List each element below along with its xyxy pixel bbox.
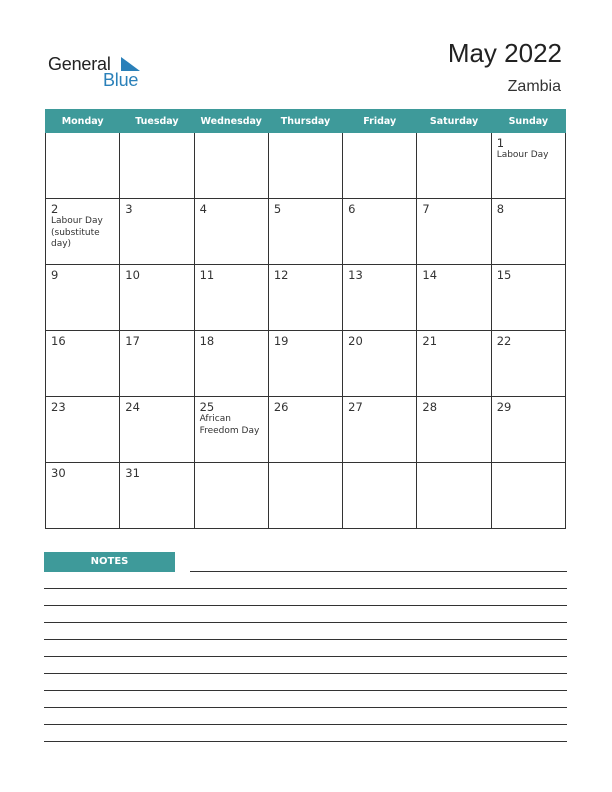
notes-rule-line (44, 741, 567, 742)
calendar-day-cell (343, 397, 417, 463)
weekday-header: Tuesday (120, 110, 194, 133)
notes-rule-line (44, 673, 567, 674)
weekday-header: Sunday (491, 110, 565, 133)
notes-rule-line (190, 571, 567, 572)
calendar-day-cell (268, 331, 342, 397)
calendar-day-cell (268, 265, 342, 331)
day-number: 1 (496, 136, 505, 150)
day-number: 31 (125, 466, 140, 480)
calendar-day-cell (417, 463, 491, 529)
day-number: 20 (348, 334, 363, 348)
day-number: 12 (273, 268, 289, 282)
calendar-day-cell (46, 463, 120, 529)
logo-text-blue: Blue (103, 70, 139, 90)
day-number: 8 (496, 202, 505, 216)
day-number: 11 (199, 268, 215, 282)
calendar-day-cell (120, 265, 194, 331)
notes-rule-line (44, 656, 567, 657)
calendar-day-cell (417, 199, 491, 265)
notes-rule-line (44, 622, 567, 623)
weekday-header: Monday (46, 110, 120, 133)
general-blue-logo (48, 52, 168, 96)
calendar-day-cell (491, 199, 565, 265)
day-number: 21 (422, 334, 438, 348)
weekday-header: Wednesday (194, 110, 268, 133)
holiday-label: African Freedom Day (199, 414, 260, 436)
calendar-day-cell (120, 463, 194, 529)
calendar-week-row (46, 397, 566, 463)
calendar-day-cell (194, 331, 268, 397)
notes-header: NOTES (44, 552, 175, 572)
calendar-day-cell (343, 199, 417, 265)
calendar-day-cell (417, 265, 491, 331)
calendar-day-cell (120, 397, 194, 463)
calendar-day-cell (491, 331, 565, 397)
calendar-day-cell (120, 331, 194, 397)
day-number: 25 (199, 400, 215, 414)
logo-text-general: General (48, 54, 111, 74)
calendar-day-cell (46, 331, 120, 397)
calendar-day-cell (268, 397, 342, 463)
calendar-day-cell (120, 133, 194, 199)
day-number: 7 (422, 202, 430, 216)
calendar-week-row (46, 199, 566, 265)
calendar-day-cell (491, 397, 565, 463)
day-number: 13 (348, 268, 363, 282)
calendar-day-cell (268, 199, 342, 265)
day-number: 26 (273, 400, 289, 414)
day-number: 16 (51, 334, 66, 348)
page-title: May 2022 (447, 38, 562, 68)
calendar-day-cell (120, 199, 194, 265)
day-number: 22 (496, 334, 512, 348)
day-number: 14 (422, 268, 438, 282)
calendar-day-cell (194, 265, 268, 331)
day-number: 10 (125, 268, 140, 282)
weekday-header: Saturday (417, 110, 491, 133)
calendar-day-cell (194, 463, 268, 529)
day-number: 23 (51, 400, 66, 414)
day-number: 29 (496, 400, 512, 414)
day-number: 24 (125, 400, 140, 414)
day-number: 28 (422, 400, 438, 414)
day-number: 15 (496, 268, 512, 282)
calendar-day-cell (417, 397, 491, 463)
calendar-day-cell (268, 133, 342, 199)
day-number: 18 (199, 334, 215, 348)
calendar-day-cell (343, 331, 417, 397)
weekday-header: Thursday (268, 110, 342, 133)
day-number: 2 (51, 202, 59, 216)
calendar-week-row (46, 463, 566, 529)
holiday-label: Labour Day (substitute day) (51, 216, 103, 249)
calendar-day-cell (491, 463, 565, 529)
country-label: Zambia (507, 78, 561, 95)
day-number: 19 (273, 334, 289, 348)
calendar-day-cell (268, 463, 342, 529)
calendar-week-row (46, 331, 566, 397)
calendar-day-cell (46, 133, 120, 199)
calendar-day-cell (343, 463, 417, 529)
calendar-week-row (46, 265, 566, 331)
calendar-day-cell (491, 265, 565, 331)
weekday-header-row (46, 110, 566, 133)
calendar-day-cell (46, 397, 120, 463)
day-number: 17 (125, 334, 140, 348)
notes-rule-line (44, 639, 567, 640)
calendar-day-cell (417, 133, 491, 199)
calendar-day-cell (343, 133, 417, 199)
calendar-day-cell (46, 265, 120, 331)
day-number: 27 (348, 400, 363, 414)
day-number: 9 (51, 268, 59, 282)
day-number: 30 (51, 466, 66, 480)
calendar-day-cell (194, 199, 268, 265)
notes-rule-line (44, 605, 567, 606)
notes-rule-line (44, 690, 567, 691)
notes-rule-line (44, 707, 567, 708)
weekday-header: Friday (343, 110, 417, 133)
calendar-day-cell (417, 331, 491, 397)
calendar-day-cell (194, 133, 268, 199)
calendar-day-cell (194, 397, 268, 463)
calendar-grid (45, 109, 566, 529)
day-number: 4 (199, 202, 207, 216)
calendar-day-cell (343, 265, 417, 331)
calendar-day-cell (491, 133, 565, 199)
notes-rule-line (44, 588, 567, 589)
calendar-week-row (46, 133, 566, 199)
day-number: 6 (348, 202, 356, 216)
calendar-day-cell (46, 199, 120, 265)
notes-rule-line (44, 724, 567, 725)
holiday-label: Labour Day (496, 150, 549, 160)
day-number: 3 (125, 202, 133, 216)
day-number: 5 (273, 202, 282, 216)
